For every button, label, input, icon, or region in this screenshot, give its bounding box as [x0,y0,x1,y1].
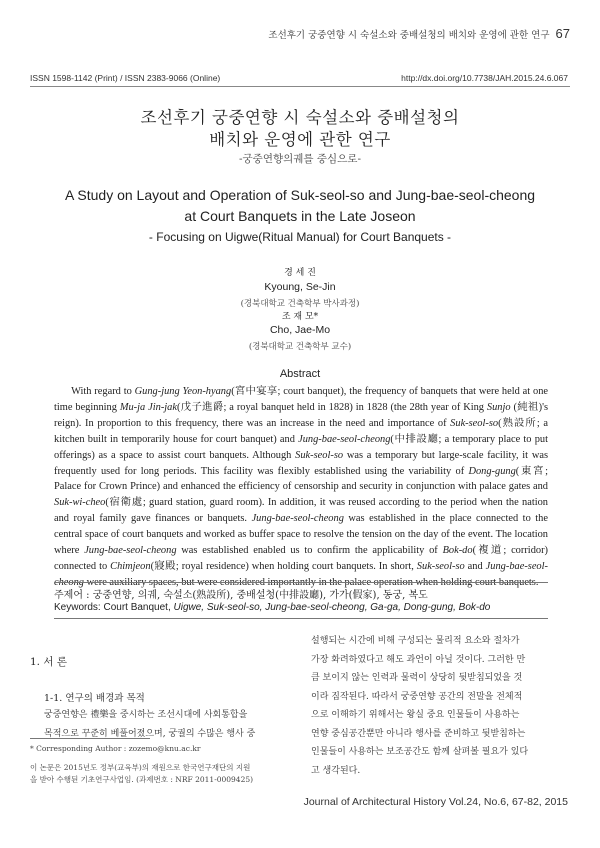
keywords-bottom-rule [54,618,548,619]
right-line: 큼 보이지 않는 인력과 물력이 상당히 뒷받침되었을 것 [311,673,523,683]
page-number: 67 [555,26,570,41]
running-header [268,26,570,41]
journal-footer: Journal of Architectural History Vol.24, No.6, 67-82, 2015 [303,796,568,808]
right-line: 설행되는 시간에 비해 구성되는 물리적 요소와 절차가 [311,636,520,646]
right-line: 으로 이해하기 위해서는 왕실 중요 인물들이 사용하는 [311,710,520,720]
doi-link[interactable]: http://dx.doi.org/10.7738/JAH.2015.24.6.067 [401,73,568,83]
korean-title-line2: 배치와 운영에 관한 연구 [209,130,391,149]
keywords-plain: Court Banquet, [103,602,174,613]
right-line: 연향 중심공간뿐만 아니라 행사를 준비하고 뒷받침하는 [311,728,526,739]
korean-title-line1: 조선후기 궁중연향 시 숙설소와 중배설청의 [140,108,460,127]
author-1-english: Kyoung, Se-Jin [264,281,336,293]
right-column-text [311,632,561,780]
english-title-line2: at Court Banquets in the Late Joseon [184,208,416,224]
keywords-label: Keywords: [54,602,104,613]
right-line: 가장 화려하였다고 해도 과언이 아닐 것이다. 그러한 만 [311,654,526,665]
author-2-affiliation: (경북대학교 건축학부 교수) [248,342,352,352]
right-line: 인물들이 사용하는 보조공간도 함께 살펴볼 필요가 있다 [311,747,529,757]
footnote-rule [30,738,150,739]
subsection-heading: 1-1. 연구의 배경과 목적 [44,693,145,704]
author-2-korean: 조 재 모* [281,312,319,322]
author-2-english: Cho, Jae-Mo [269,324,331,336]
left-line: 궁중연향은 禮樂을 중시하는 조선시대에 사회통합을 [44,710,248,720]
issn: ISSN 1598-1142 (Print) / ISSN 2383-9066 (Online) [30,73,221,83]
english-subtitle: - Focusing on Uigwe(Ritual Manual) for Court Banquets - [148,230,452,244]
running-title: 조선후기 궁중연향 시 숙설소와 중배설청의 배치와 운영에 관한 연구 [268,30,550,41]
abstract-body: With regard to Gung-jung Yeon-hyang(宮中宴享; court banquet), the frequency of banquets that were held at one time beginning Mu-ja Jin-jak(戊子進爵; a royal banquet held in 1828) in 1828 (the 28th year of King Sunjo (純祖)'s reign). In proportion to this frequency, there was an increase in the need and importance of Suk-seol-so(熟設所; a kitchen built in temporarily house for court banquet) and Jung-bae-seol-cheong(中排設廳; a temporary place to put offerings) as a space to assist court banquets. Although Suk-seol-so was a temporary but large-scale facility, it was frequently used for long periods. This facility was flexibly established using the variability of Dong-gung(東宮; Palace for Crown Prince) and enhanced the efficiency of censorship and security in conjunction with palace gates and Suk-wi-cheo(宿衛處; guard station, guard room). In addition, it was reused according to the period when the nation and royal family gave finances or banquets. Jung-bae-seol-cheong was established in the place connected to the central space of court banquets and worked as buffer space to resolve the tension on the day of the event. The location where Jung-bae-seol-cheong was established enabled us to confirm the applicability of Bok-do(複道; corridor) connected to Chimjeon(寢殿; royal residence) when holding court banquets. In short, Suk-seol-so and Jung-bae-seol-cheong were auxiliary spaces, but were considered importantly in the palace operation when holding court banquets. [54,386,549,588]
funding-line1: 이 논문은 2015년도 정부(교육부)의 재원으로 한국연구재단의 지원 [30,763,251,772]
keywords-english [54,602,490,613]
right-line: 고 생각된다. [311,765,361,776]
left-line: 목적으로 꾸준히 베풀어졌으며, 궁궐의 수많은 행사 중 [44,728,256,739]
english-title-line1: A Study on Layout and Operation of Suk-seol-so and Jung-bae-seol-cheong [64,187,536,203]
funding-line2: 을 받아 수행된 기초연구사업임. (과제번호 : NRF 2011-0009425) [30,775,254,784]
section-heading: 1. 서 론 [30,656,67,668]
corresponding-author: * Corresponding Author : zozemo@knu.ac.kr [30,744,201,753]
header-divider [30,86,570,87]
right-line: 이라 짐작된다. 따라서 궁중연향 공간의 전말을 전체적 [311,691,523,702]
keywords-korean: 주제어 : 궁중연향, 의궤, 숙설소(熟設所), 중배설청(中排設廳), 가가(假家), 동궁, 복도 [54,590,428,601]
abstract-heading: Abstract [279,368,321,380]
korean-subtitle: -궁중연향의궤를 중심으로- [238,153,361,165]
author-1-affiliation: (경북대학교 건축학부 박사과정) [240,299,360,309]
author-1-korean: 경 세 진 [284,268,316,278]
keywords-top-rule [54,582,548,583]
keywords-italic: Uigwe, Suk-seol-so, Jung-bae-seol-cheong, Ga-ga, Dong-gung, Bok-do [173,602,491,613]
